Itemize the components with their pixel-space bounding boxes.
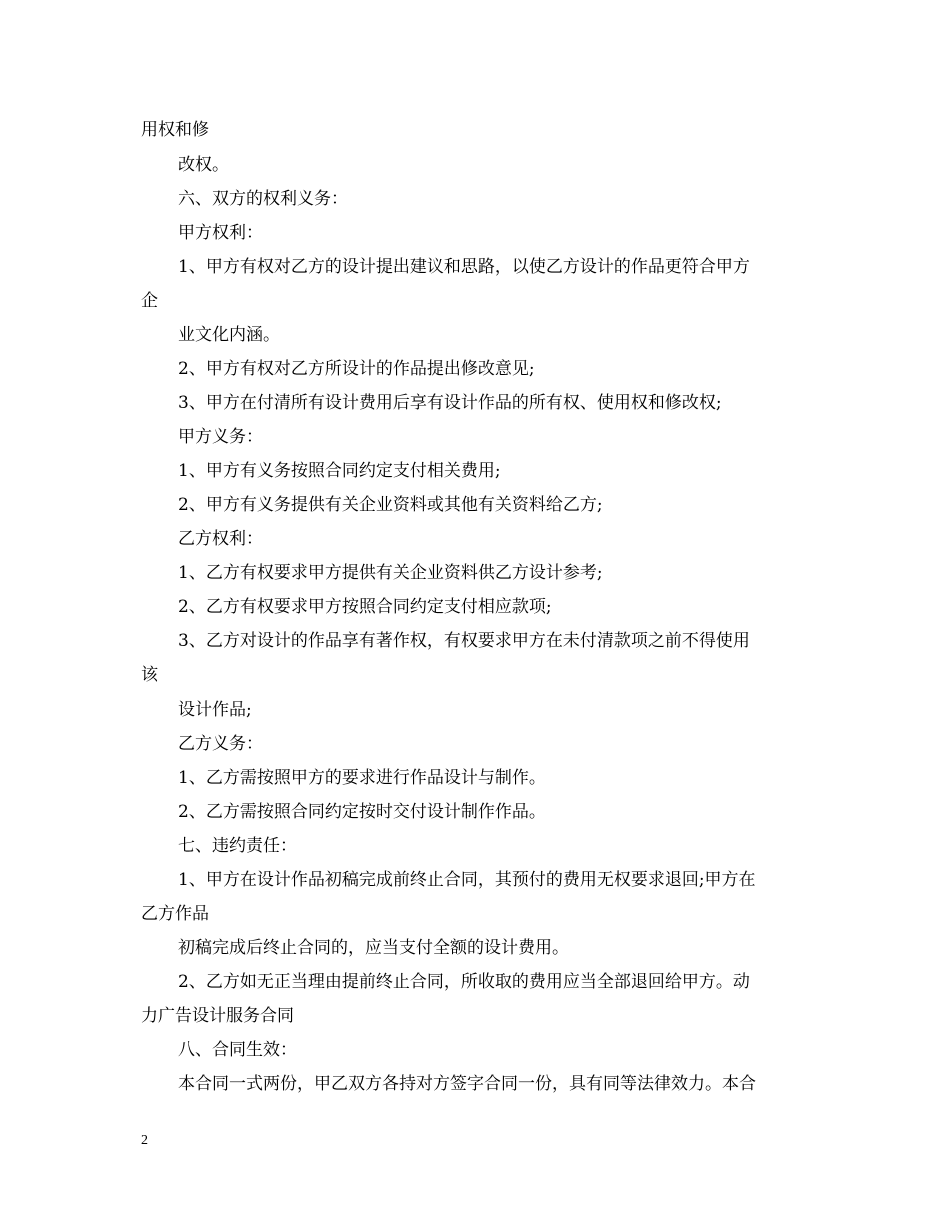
- text-line: 3、甲方在付清所有设计费用后享有设计作品的所有权、使用权和修改权;: [178, 393, 722, 413]
- text-line: 1、乙方有权要求甲方提供有关企业资料供乙方设计参考;: [178, 563, 603, 583]
- text-line: 2、乙方需按照合同约定按时交付设计制作作品。: [178, 802, 546, 822]
- subsection-heading: 甲方义务：: [178, 427, 263, 447]
- text-line: 设计作品;: [178, 700, 252, 720]
- text-line: 1、甲方有义务按照合同约定支付相关费用;: [178, 461, 501, 481]
- text-line: 3、乙方对设计的作品享有著作权，有权要求甲方在未付清款项之前不得使用: [178, 631, 750, 651]
- text-line: 用权和修: [141, 120, 209, 140]
- subsection-heading: 乙方权利：: [178, 529, 263, 549]
- text-line: 1、甲方有权对乙方的设计提出建议和思路，以使乙方设计的作品更符合甲方: [178, 257, 750, 277]
- section-heading: 七、违约责任：: [178, 836, 297, 856]
- subsection-heading: 乙方义务：: [178, 734, 263, 754]
- text-line: 本合同一式两份，甲乙双方各持对方签字合同一份，具有同等法律效力。本合: [178, 1074, 756, 1094]
- text-line: 企: [141, 291, 158, 311]
- text-line: 该: [141, 665, 158, 685]
- text-line: 2、甲方有义务提供有关企业资料或其他有关资料给乙方;: [178, 495, 603, 515]
- text-line: 2、乙方有权要求甲方按照合同约定支付相应款项;: [178, 597, 552, 617]
- text-line: 业文化内涵。: [178, 325, 280, 345]
- text-line: 1、乙方需按照甲方的要求进行作品设计与制作。: [178, 768, 546, 788]
- page-number: 2: [141, 1133, 148, 1148]
- section-heading: 八、合同生效：: [178, 1040, 297, 1060]
- text-line: 乙方作品: [141, 904, 209, 924]
- text-line: 改权。: [178, 155, 229, 175]
- text-line: 2、甲方有权对乙方所设计的作品提出修改意见;: [178, 359, 535, 379]
- subsection-heading: 甲方权利：: [178, 223, 263, 243]
- section-heading: 六、双方的权利义务：: [178, 189, 348, 209]
- text-line: 初稿完成后终止合同的，应当支付全额的设计费用。: [178, 938, 569, 958]
- text-line: 1、甲方在设计作品初稿完成前终止合同，其预付的费用无权要求退回;甲方在: [178, 870, 756, 890]
- text-line: 2、乙方如无正当理由提前终止合同，所收取的费用应当全部退回给甲方。动: [178, 972, 750, 992]
- text-line: 力广告设计服务合同: [141, 1006, 294, 1026]
